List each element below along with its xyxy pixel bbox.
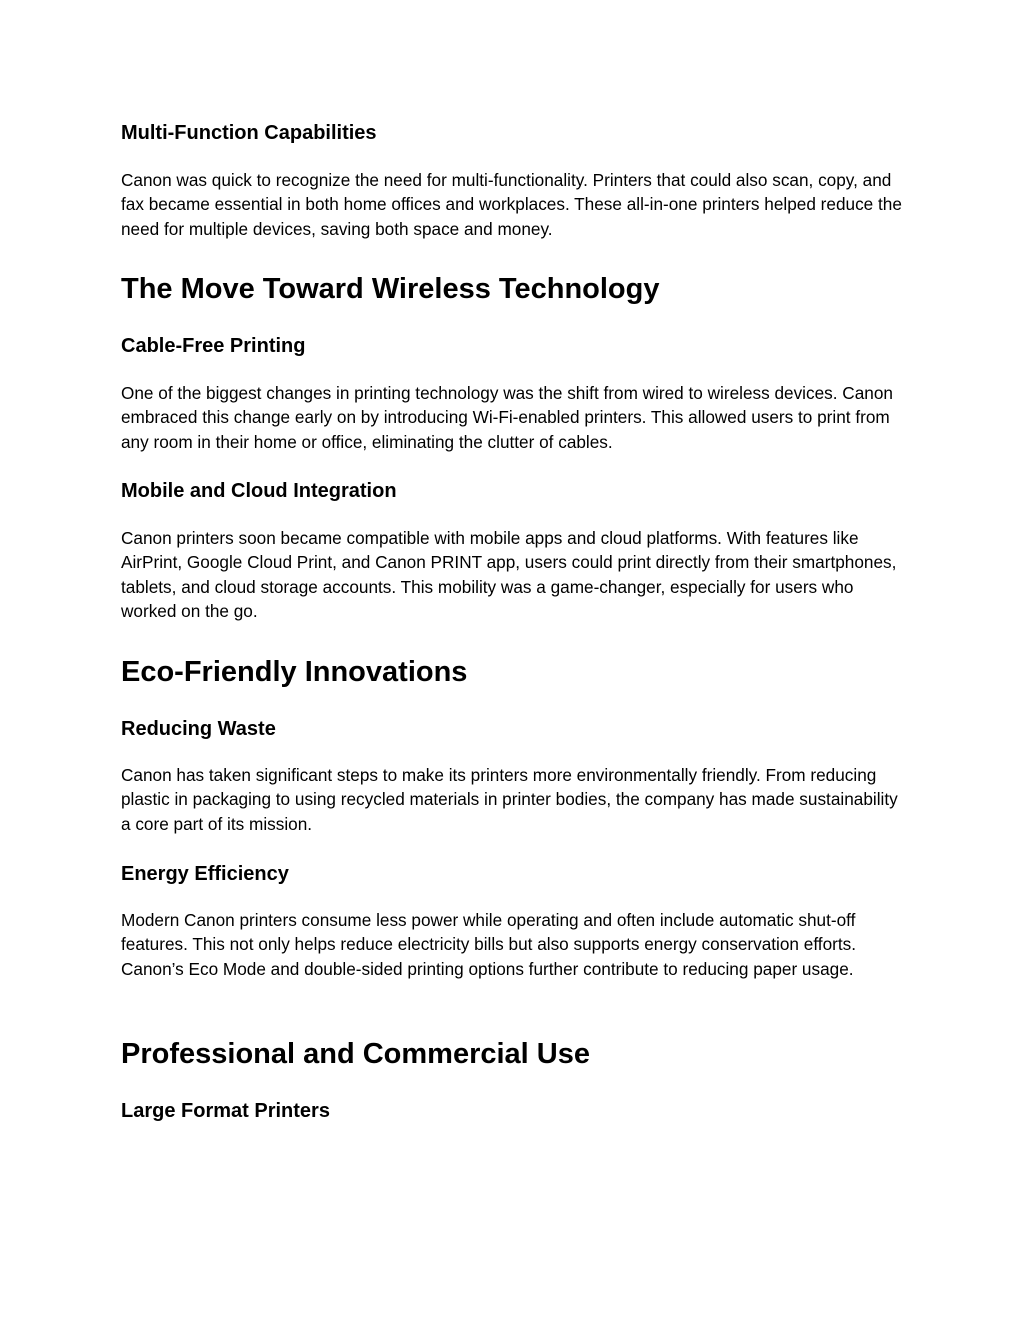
subsection-heading-cable-free: Cable-Free Printing: [121, 335, 306, 357]
section-heading-professional: Professional and Commercial Use: [121, 1038, 590, 1070]
subsection-heading-multi-function: Multi-Function Capabilities: [121, 122, 377, 144]
paragraph-multi-function: Canon was quick to recognize the need for multi-functionality. Printers that could also scan, copy, and fax became essential in both home offices and workplaces. These all-in-one printers helped reduce the need for multiple devices, saving both space and money.: [121, 170, 902, 239]
paragraph-mobile-cloud: Canon printers soon became compatible with mobile apps and cloud platforms. With features like AirPrint, Google Cloud Print, and Canon PRINT app, users could print directly from their smartphones, tablets, and cloud storage accounts. This mobility was a game-changer, especially for users who worked on the go.: [121, 528, 897, 621]
subsection-heading-energy-efficiency: Energy Efficiency: [121, 863, 289, 885]
section-heading-wireless: The Move Toward Wireless Technology: [121, 273, 660, 305]
subsection-heading-mobile-cloud: Mobile and Cloud Integration: [121, 480, 397, 502]
subsection-heading-reducing-waste: Reducing Waste: [121, 718, 276, 740]
paragraph-reducing-waste: Canon has taken significant steps to make its printers more environmentally friendly. From reducing plastic in packaging to using recycled materials in printer bodies, the company has made sustainability a core part of its mission.: [121, 765, 898, 834]
paragraph-cable-free: One of the biggest changes in printing technology was the shift from wired to wireless devices. Canon embraced this change early on by introducing Wi-Fi-enabled printers. This allowed users to print from any room in their home or office, eliminating the clutter of cables.: [121, 383, 893, 452]
paragraph-energy-efficiency: Modern Canon printers consume less power while operating and often include automatic shut-off features. This not only helps reduce electricity bills but also supports energy conservation efforts. Canon’s Eco Mode and double-sided printing options further contribute to reducing paper usage.: [121, 910, 856, 979]
section-heading-eco-friendly: Eco-Friendly Innovations: [121, 656, 468, 688]
subsection-heading-large-format: Large Format Printers: [121, 1100, 330, 1122]
